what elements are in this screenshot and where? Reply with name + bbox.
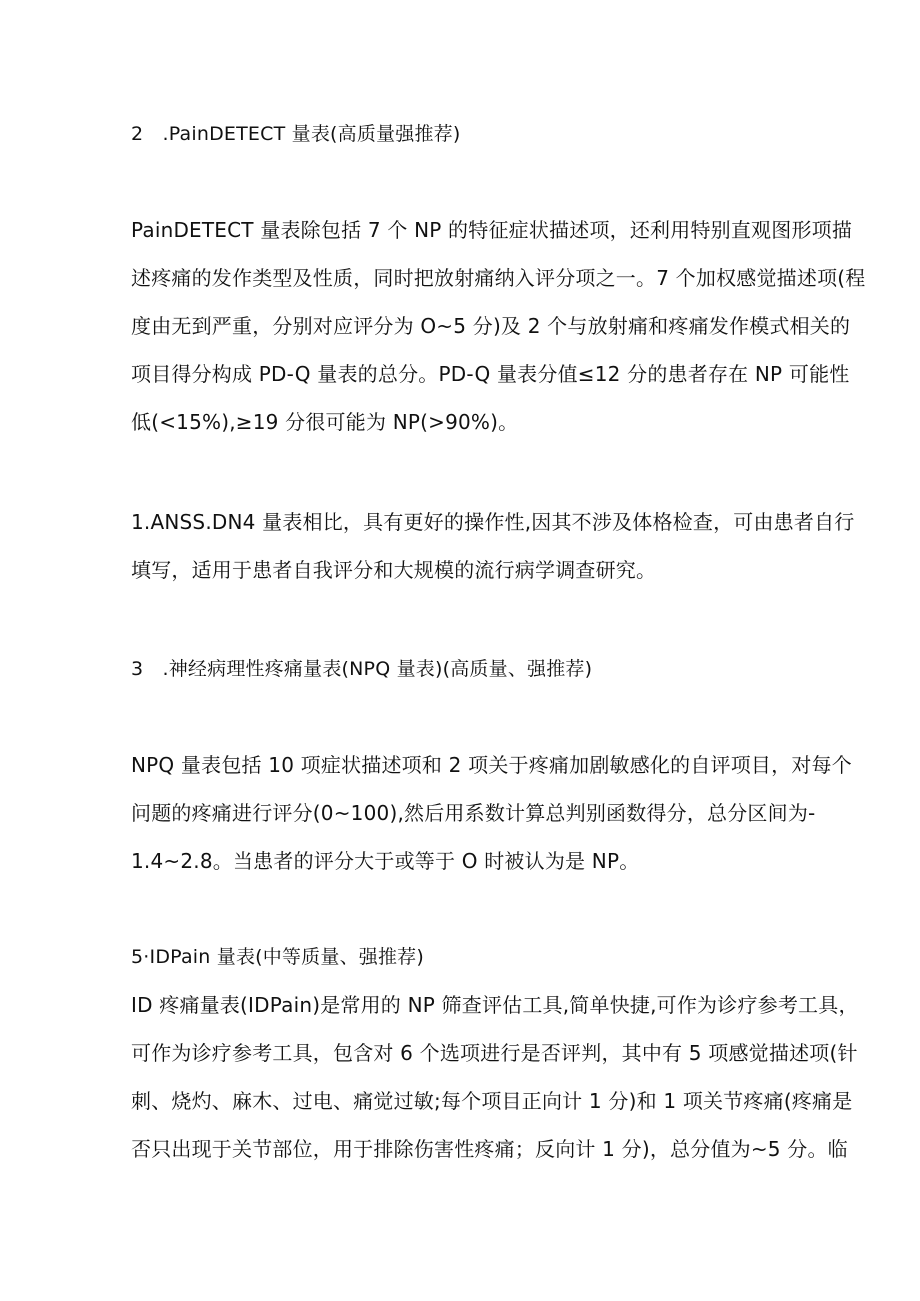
paragraph-npq-description bbox=[131, 741, 852, 885]
paragraph-line: 问题的疼痛进行评分(0~100),然后用系数计算总判别函数得分，总分区间为- bbox=[131, 801, 816, 825]
paragraph-line: 项目得分构成 PD-Q 量表的总分。PD-Q 量表分值≤12 分的患者存在 NP 可能性 bbox=[131, 362, 850, 386]
paragraph-line: 度由无到严重，分别对应评分为 O~5 分)及 2 个与放射痛和疼痛发作模式相关的 bbox=[131, 314, 851, 338]
section-heading-idpain bbox=[131, 947, 795, 967]
paragraph-line: 1.4~2.8。当患者的评分大于或等于 O 时被认为是 NP。 bbox=[131, 849, 640, 873]
paragraph-line: 述疼痛的发作类型及性质，同时把放射痛纳入评分项之一。7 个加权感觉描述项(程 bbox=[131, 266, 866, 290]
paragraph-line: 填写，适用于患者自我评分和大规模的流行病学调查研究。 bbox=[131, 558, 657, 582]
paragraph-idpain-description bbox=[131, 981, 859, 1173]
heading-text: 2 .PainDETECT 量表(高质量强推荐) bbox=[131, 123, 461, 145]
paragraph-line: ID 疼痛量表(IDPain)是常用的 NP 筛查评估工具,简单快捷,可作为诊疗参考工具， bbox=[131, 993, 859, 1017]
paragraph-anss-comparison bbox=[131, 498, 855, 594]
section-heading-npq bbox=[131, 659, 795, 679]
section-heading-paindetect bbox=[131, 124, 795, 144]
paragraph-line: PainDETECT 量表除包括 7 个 NP 的特征症状描述项，还利用特别直观图形项描 bbox=[131, 218, 853, 242]
heading-text: 5·IDPain 量表(中等质量、强推荐) bbox=[131, 946, 424, 968]
paragraph-line: NPQ 量表包括 10 项症状描述项和 2 项关于疼痛加剧敏感化的自评项目，对每个 bbox=[131, 753, 852, 777]
heading-text: 3 .神经病理性疼痛量表(NPQ 量表)(高质量、强推荐) bbox=[131, 658, 593, 680]
paragraph-paindetect-description bbox=[131, 206, 866, 446]
paragraph-line: 可作为诊疗参考工具，包含对 6 个选项进行是否评判，其中有 5 项感觉描述项(针 bbox=[131, 1041, 858, 1065]
paragraph-line: 否只出现于关节部位，用于排除伤害性疼痛；反向计 1 分)，总分值为~5 分。临 bbox=[131, 1137, 848, 1161]
paragraph-line: 刺、烧灼、麻木、过电、痛觉过敏;每个项目正向计 1 分)和 1 项关节疼痛(疼痛是 bbox=[131, 1089, 853, 1113]
paragraph-line: 低(<15%),≥19 分很可能为 NP(>90%)。 bbox=[131, 410, 519, 434]
paragraph-line: 1.ANSS.DN4 量表相比，具有更好的操作性,因其不涉及体格检查，可由患者自行 bbox=[131, 510, 855, 534]
